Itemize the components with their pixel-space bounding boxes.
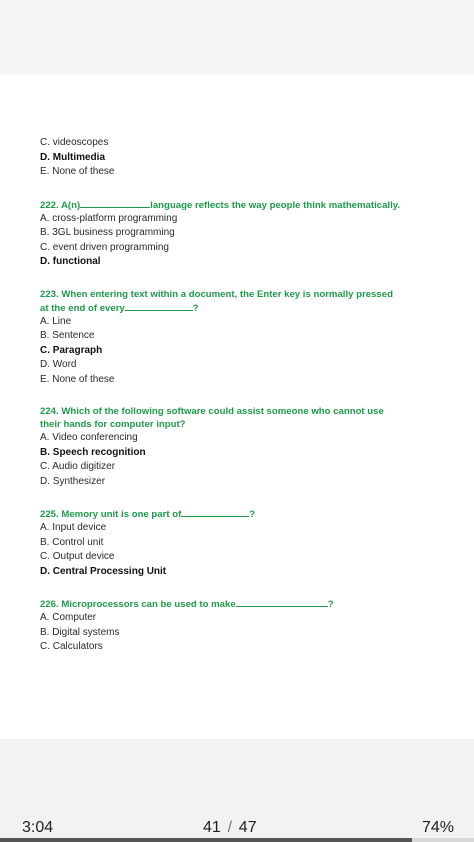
reading-progress-track[interactable] — [0, 838, 474, 842]
option-line: B. 3GL business programming — [40, 227, 175, 238]
reading-progress-fill — [0, 838, 412, 842]
question-text-start: 222. A(n) — [40, 199, 81, 211]
option-line: E. None of these — [40, 373, 115, 385]
question-text: 223. When entering text within a document, the Enter key is normally pressed — [40, 288, 393, 300]
option-line: B. Sentence — [40, 330, 95, 341]
question-text-start: 225. Memory unit is one part of — [40, 509, 182, 520]
option-line: C. Audio digitizer — [40, 461, 116, 472]
lead-options — [40, 136, 460, 180]
option-line: D. Word — [40, 359, 77, 370]
question-text: 224. Which of the following software could assist someone who cannot use — [40, 406, 384, 417]
option-line: A. cross-platform programming — [40, 212, 178, 224]
option-line: B. Control unit — [40, 536, 104, 548]
zoom-level[interactable]: 74% — [421, 819, 454, 836]
option-line: C. Calculators — [40, 641, 103, 652]
option-line: E. None of these — [40, 166, 115, 177]
page-content — [40, 136, 460, 655]
time-readout: 3:04 — [22, 819, 54, 836]
question-text — [40, 198, 460, 212]
option-line: B. Digital systems — [40, 626, 120, 638]
question-text-start: at the end of every — [40, 302, 125, 314]
question-text-end: ? — [327, 599, 334, 610]
option-line-answer: D. functional — [40, 256, 101, 267]
question-text-end: ? — [249, 509, 256, 520]
question-225 — [40, 507, 460, 579]
option-line: C. event driven programming — [40, 241, 169, 253]
page-total: 47 — [238, 819, 257, 836]
option-line: A. Line — [40, 315, 72, 327]
option-line: C. Output device — [40, 551, 115, 562]
document-page[interactable] — [0, 74, 474, 739]
option-line-answer: D. Multimedia — [40, 151, 106, 163]
option-line: C. videoscopes — [40, 137, 109, 148]
option-line-answer: D. Central Processing Unit — [40, 565, 167, 577]
question-text — [40, 597, 460, 611]
reader-status-bar — [0, 739, 474, 842]
question-224 — [40, 405, 460, 489]
option-line: D. Synthesizer — [40, 475, 106, 487]
question-223 — [40, 288, 460, 388]
question-text-end: language reflects the way people think mathematically. — [150, 199, 401, 211]
answer-blank — [181, 507, 249, 517]
question-226 — [40, 597, 460, 655]
option-line: A. Computer — [40, 612, 97, 623]
option-line: A. Input device — [40, 522, 107, 533]
question-text-line2 — [40, 301, 460, 315]
page-current: 41 — [203, 819, 221, 836]
question-text-end: ? — [192, 302, 199, 314]
option-line-answer: B. Speech recognition — [40, 446, 146, 458]
option-line-answer: C. Paragraph — [40, 344, 103, 356]
top-bar — [0, 0, 474, 74]
page-separator: / — [227, 819, 233, 836]
answer-blank — [125, 301, 193, 311]
answer-blank — [80, 198, 150, 208]
question-222 — [40, 198, 460, 270]
question-text-start: 226. Microprocessors can be used to make — [40, 599, 236, 610]
question-text-line2: their hands for computer input? — [40, 419, 186, 430]
option-line: A. Video conferencing — [40, 432, 138, 443]
page-indicator[interactable] — [203, 819, 257, 837]
question-text — [40, 507, 460, 521]
answer-blank — [236, 597, 328, 607]
